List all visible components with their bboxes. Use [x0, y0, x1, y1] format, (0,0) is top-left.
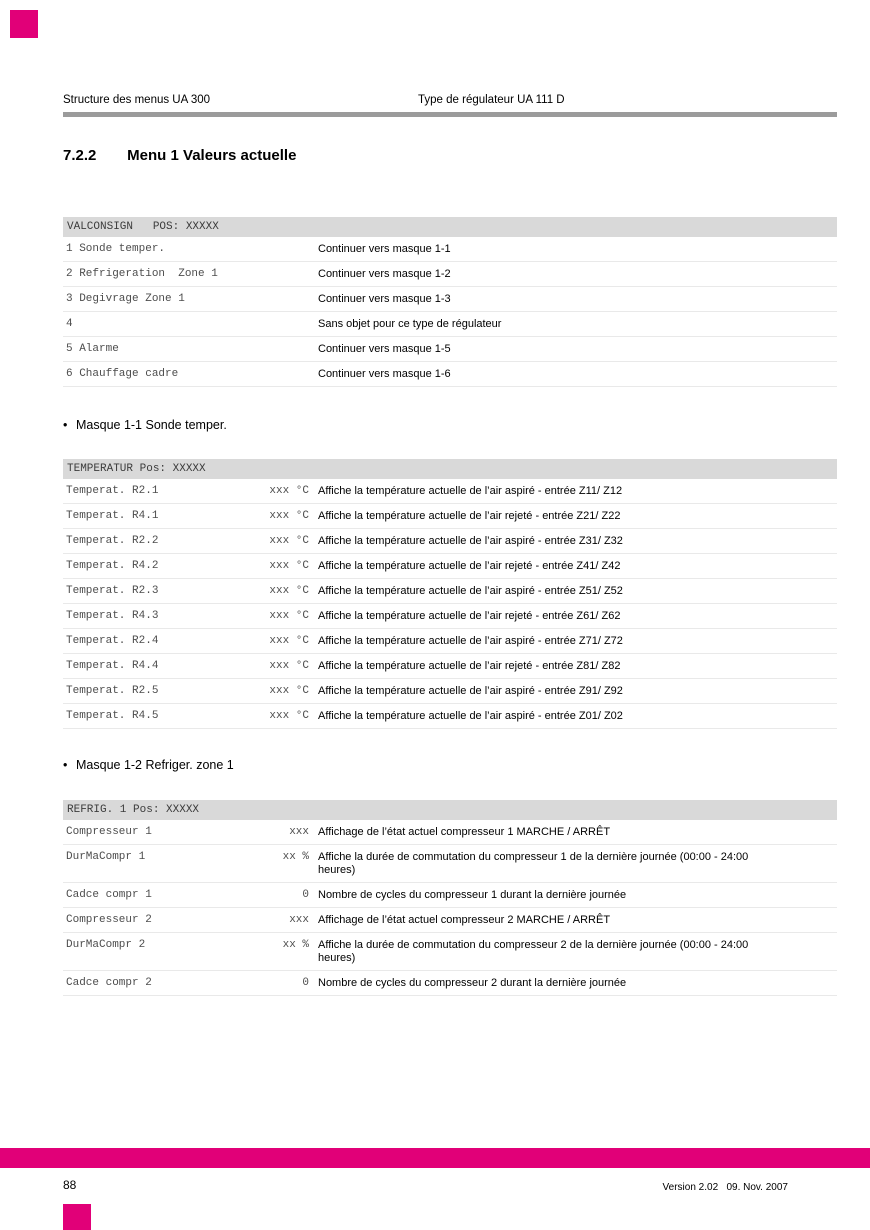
row-desc: Affiche la température actuelle de l’air rejeté - entrée Z21/ Z22: [318, 510, 621, 522]
row-value: 0: [302, 977, 309, 989]
table-row: [63, 704, 837, 729]
row-label: Cadce compr 1: [66, 889, 152, 901]
page-corner-marker-top: [10, 10, 38, 38]
row-desc: Continuer vers masque 1-1: [318, 243, 451, 255]
table-row: [63, 883, 837, 908]
bullet-masque-1-2: [63, 757, 837, 773]
row-desc: Affiche la température actuelle de l’air aspiré - entrée Z91/ Z92: [318, 685, 623, 697]
running-header-right: Type de régulateur UA 111 D: [418, 94, 565, 106]
row-label: 3 Degivrage Zone 1: [66, 293, 185, 305]
section-heading: [63, 146, 837, 166]
section-number: 7.2.2: [63, 147, 97, 164]
row-value: xxx: [289, 826, 309, 838]
row-desc: Continuer vers masque 1-3: [318, 293, 451, 305]
row-label: Temperat. R4.2: [66, 560, 159, 572]
row-label: Temperat. R4.1: [66, 510, 159, 522]
row-value: xxx °C: [269, 560, 309, 572]
row-value: xx %: [282, 851, 309, 863]
table-row: [63, 908, 837, 933]
row-label: 5 Alarme: [66, 343, 119, 355]
table-valconsign: [63, 217, 837, 387]
row-label: Temperat. R4.3: [66, 610, 159, 622]
row-label: DurMaCompr 2: [66, 939, 146, 951]
table-row: [63, 362, 837, 387]
bullet-icon: •: [63, 418, 68, 432]
table-temperatur-header: TEMPERATUR Pos: XXXXX: [63, 459, 837, 479]
table-row: [63, 237, 837, 262]
footer-page-number: 88: [63, 1178, 77, 1192]
table-row: [63, 629, 837, 654]
row-value: xxx °C: [269, 485, 309, 497]
table-row: [63, 971, 837, 996]
row-desc: Nombre de cycles du compresseur 1 durant la dernière journée: [318, 889, 627, 901]
row-desc: Affiche la durée de commutation du compresseur 1 de la dernière journée (00:00 - 24:00 heures): [318, 851, 749, 876]
row-label: Compresseur 2: [66, 914, 152, 926]
row-desc: Continuer vers masque 1-5: [318, 343, 451, 355]
table-row: [63, 579, 837, 604]
row-desc: Affiche la température actuelle de l’air rejeté - entrée Z41/ Z42: [318, 560, 621, 572]
bullet-label: Masque 1-1 Sonde temper.: [76, 418, 227, 432]
table-row: [63, 654, 837, 679]
header-rule: [63, 112, 837, 117]
row-value: xxx °C: [269, 660, 309, 672]
table-row: [63, 479, 837, 504]
row-desc: Affiche la température actuelle de l’air aspiré - entrée Z51/ Z52: [318, 585, 623, 597]
row-label: Temperat. R2.1: [66, 485, 159, 497]
row-desc: Affiche la température actuelle de l’air rejeté - entrée Z81/ Z82: [318, 660, 621, 672]
row-desc: Nombre de cycles du compresseur 2 durant la dernière journée: [318, 977, 627, 989]
row-label: 6 Chauffage cadre: [66, 368, 179, 380]
row-label: Temperat. R4.4: [66, 660, 159, 672]
table-row: [63, 337, 837, 362]
page-content: [63, 0, 837, 996]
section-title: Menu 1 Valeurs actuelle: [127, 147, 297, 164]
row-desc: Affichage de l’état actuel compresseur 1 MARCHE / ARRÊT: [318, 826, 611, 838]
table-row: [63, 933, 837, 971]
row-desc: Affiche la température actuelle de l’air rejeté - entrée Z61/ Z62: [318, 610, 621, 622]
table-refrig-1-header: REFRIG. 1 Pos: XXXXX: [63, 800, 837, 820]
row-value: xxx °C: [269, 710, 309, 722]
running-header-left: Structure des menus UA 300: [63, 94, 211, 106]
row-value: 0: [302, 889, 309, 901]
table-row: [63, 312, 837, 337]
row-value: xxx °C: [269, 635, 309, 647]
row-value: xxx °C: [269, 535, 309, 547]
row-label: Temperat. R2.4: [66, 635, 159, 647]
footer-version: Version 2.02 09. Nov. 2007: [662, 1182, 788, 1193]
row-label: Temperat. R2.5: [66, 685, 159, 697]
row-value: xxx °C: [269, 610, 309, 622]
table-row: [63, 554, 837, 579]
row-desc: Affiche la durée de commutation du compresseur 2 de la dernière journée (00:00 - 24:00 heures): [318, 939, 749, 964]
table-row: [63, 604, 837, 629]
footer-accent-bar: [0, 1148, 870, 1168]
table-row: [63, 504, 837, 529]
row-value: xxx °C: [269, 510, 309, 522]
row-desc: Affiche la température actuelle de l’air aspiré - entrée Z31/ Z32: [318, 535, 623, 547]
row-label: DurMaCompr 1: [66, 851, 146, 863]
table-row: [63, 820, 837, 845]
row-desc: Continuer vers masque 1-2: [318, 268, 451, 280]
bullet-masque-1-1: [63, 417, 837, 433]
row-label: 4: [66, 318, 73, 330]
row-value: xx %: [282, 939, 309, 951]
bullet-icon: •: [63, 758, 68, 772]
row-desc: Affichage de l’état actuel compresseur 2 MARCHE / ARRÊT: [318, 914, 611, 926]
row-label: 1 Sonde temper.: [66, 243, 166, 255]
row-label: 2 Refrigeration Zone 1: [66, 268, 218, 280]
row-desc: Sans objet pour ce type de régulateur: [318, 318, 502, 330]
table-row: [63, 679, 837, 704]
table-temperatur: [63, 459, 837, 729]
row-value: xxx: [289, 914, 309, 926]
table-refrig-1: [63, 800, 837, 996]
row-label: Compresseur 1: [66, 826, 152, 838]
bullet-label: Masque 1-2 Refriger. zone 1: [76, 758, 234, 772]
table-row: [63, 287, 837, 312]
page-corner-marker-bottom: [63, 1204, 91, 1230]
row-label: Temperat. R2.3: [66, 585, 159, 597]
row-label: Temperat. R2.2: [66, 535, 159, 547]
row-desc: Affiche la température actuelle de l’air aspiré - entrée Z11/ Z12: [318, 485, 623, 497]
running-header: [63, 0, 837, 109]
table-row: [63, 262, 837, 287]
table-row: [63, 845, 837, 883]
table-row: [63, 529, 837, 554]
row-desc: Affiche la température actuelle de l’air aspiré - entrée Z71/ Z72: [318, 635, 623, 647]
row-label: Temperat. R4.5: [66, 710, 159, 722]
row-label: Cadce compr 2: [66, 977, 152, 989]
row-desc: Affiche la température actuelle de l’air aspiré - entrée Z01/ Z02: [318, 710, 623, 722]
row-desc: Continuer vers masque 1-6: [318, 368, 451, 380]
table-valconsign-header: VALCONSIGN POS: XXXXX: [63, 217, 837, 237]
row-value: xxx °C: [269, 585, 309, 597]
row-value: xxx °C: [269, 685, 309, 697]
